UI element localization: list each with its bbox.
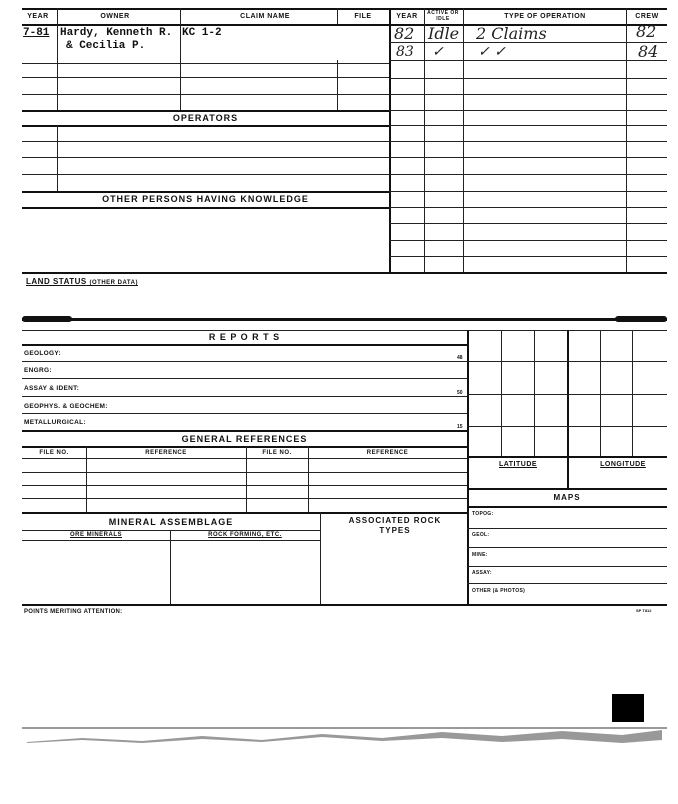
claim-name-header: CLAIM NAME	[240, 13, 290, 20]
associated-rock-types-heading: ASSOCIATED ROCK TYPES	[348, 516, 442, 535]
operation-year-2: 83	[396, 44, 414, 60]
report-assay-label: ASSAY & IDENT:	[24, 385, 80, 392]
type-of-operation-header: TYPE OF OPERATION	[504, 13, 586, 20]
entry-year: 7-81	[23, 27, 50, 39]
crew-header: CREW	[635, 13, 659, 20]
maps-other: OTHER (& PHOTOS)	[472, 588, 526, 594]
operators-heading: OPERATORS	[172, 113, 239, 123]
report-metallurgical-code: 15	[457, 424, 463, 430]
operation-crew-2: 84	[638, 42, 659, 61]
land-status-label: LAND STATUS	[26, 277, 87, 286]
owner-line-2: & Cecilia P.	[66, 40, 146, 52]
general-references-heading: GENERAL REFERENCES	[181, 434, 308, 444]
mineral-assemblage-heading: MINERAL ASSEMBLAGE	[108, 517, 234, 527]
ref-file-no-2: FILE NO.	[262, 450, 292, 456]
latitude-label: LATITUDE	[498, 461, 538, 468]
scan-noise-band	[22, 726, 667, 744]
file-header: FILE	[354, 13, 372, 20]
year2-header: YEAR	[396, 13, 418, 20]
operation-year-1: 82	[394, 24, 415, 43]
report-geophys-label: GEOPHYS. & GEOCHEM:	[24, 403, 108, 410]
year-header: YEAR	[27, 13, 49, 20]
owner-line-1: Hardy, Kenneth R.	[60, 27, 173, 39]
points-meriting-attention-label: POINTS MERITING ATTENTION:	[24, 609, 123, 615]
maps-heading: MAPS	[553, 493, 581, 502]
other-persons-heading: OTHER PERSONS HAVING KNOWLEDGE	[102, 194, 309, 204]
rock-forming-header: ROCK FORMING, ETC.	[208, 532, 282, 538]
maps-geol: GEOL:	[472, 532, 490, 538]
operation-status-1: Idle	[428, 24, 460, 43]
ore-minerals-header: ORE MINERALS	[69, 532, 122, 538]
scan-black-block	[612, 694, 644, 722]
owner-header: OWNER	[100, 13, 130, 20]
maps-topog: TOPOG:	[472, 511, 494, 517]
separator-bar	[22, 318, 667, 321]
claim-name-value: KC 1-2	[182, 27, 222, 39]
operation-type-1: 2 Claims	[476, 24, 547, 43]
report-geology-label: GEOLOGY:	[24, 350, 61, 357]
reports-heading: R E P O R T S	[208, 332, 281, 342]
longitude-label: LONGITUDE	[600, 461, 646, 468]
ref-reference-2: REFERENCE	[366, 450, 409, 456]
operation-status-2: ✓	[432, 44, 444, 60]
maps-assay: ASSAY:	[472, 570, 492, 576]
maps-mine: MINE:	[472, 552, 488, 558]
land-status-field	[22, 290, 667, 316]
report-geology-code: 48	[457, 355, 463, 361]
land-status-sublabel: (OTHER DATA)	[89, 280, 138, 286]
form-code: SP T812	[636, 608, 652, 613]
active-idle-header: ACTIVE OR IDLE	[427, 10, 459, 22]
report-metallurgical-label: METALLURGICAL:	[24, 419, 86, 426]
report-assay-code: 50	[457, 390, 463, 396]
operation-type-2: ✓ ✓	[478, 44, 506, 60]
ref-reference-1: REFERENCE	[145, 450, 187, 456]
land-status-heading	[26, 277, 138, 286]
operation-crew-1: 82	[636, 22, 657, 41]
ref-file-no-1: FILE NO.	[39, 450, 69, 456]
report-engrg-label: ENGRG:	[24, 367, 52, 374]
